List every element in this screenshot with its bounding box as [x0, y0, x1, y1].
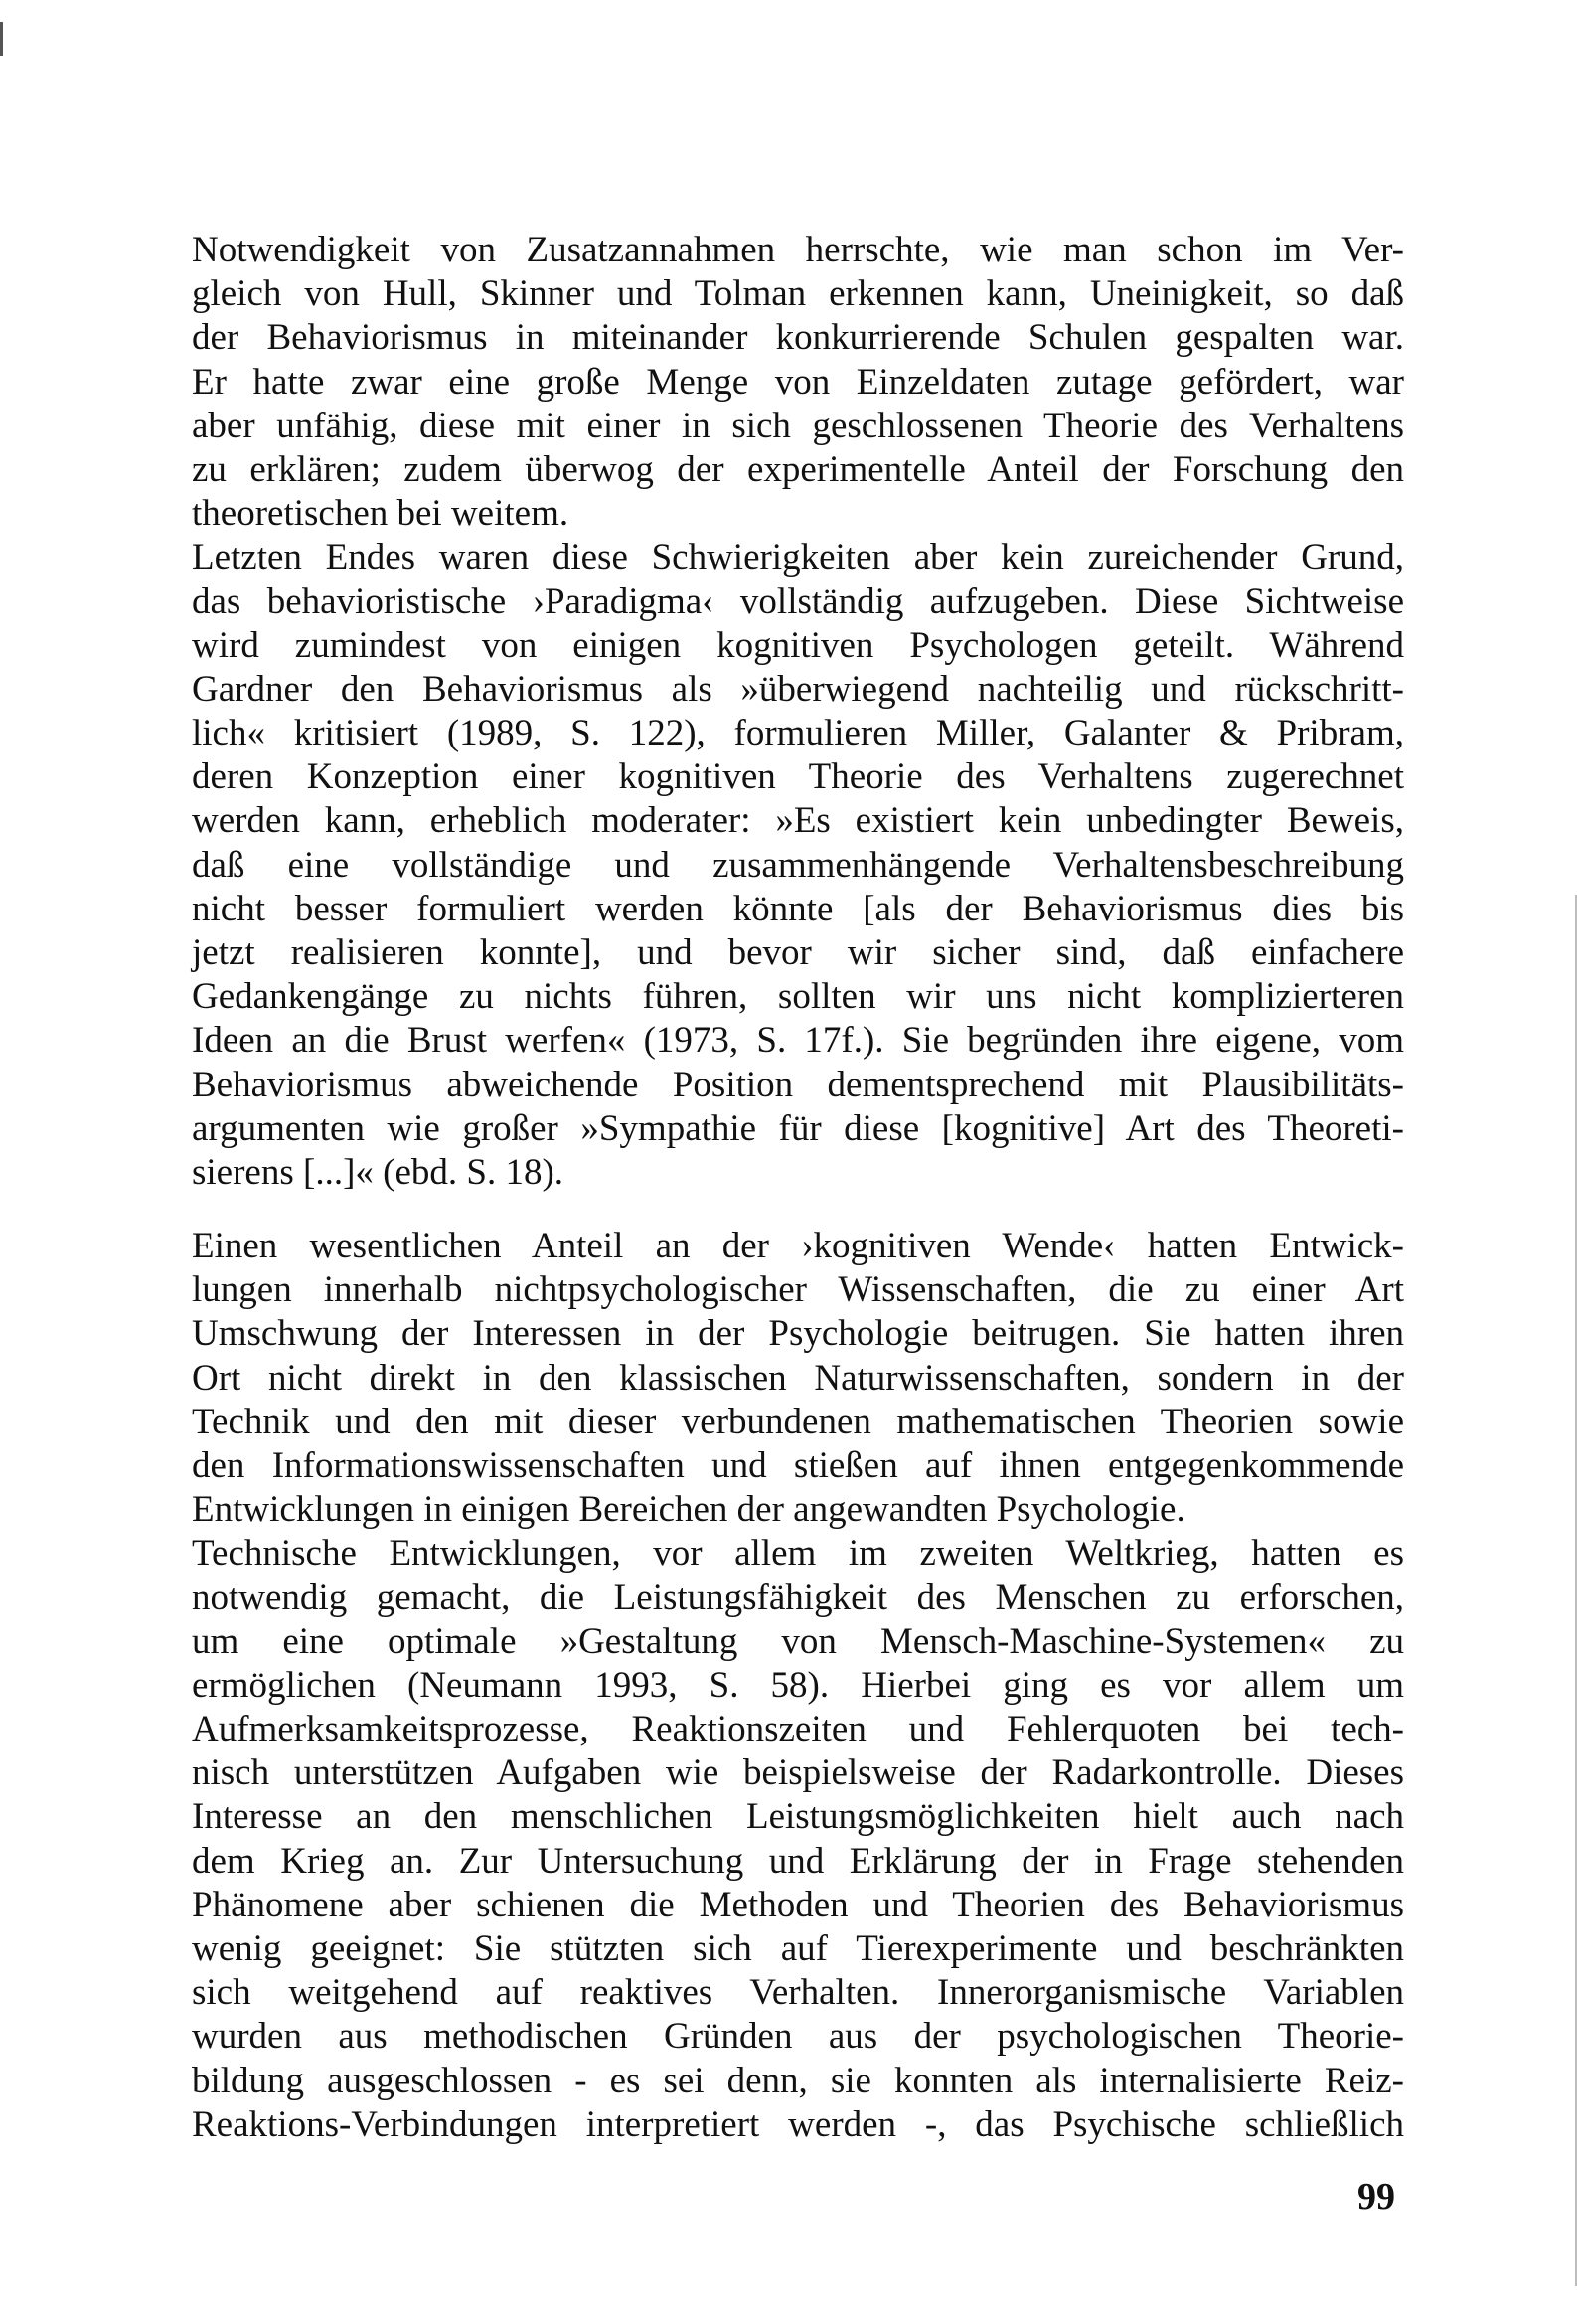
text-line: Technische Entwicklungen, vor allem im zweiten Weltkrieg, hatten es — [192, 1533, 1404, 1575]
text-line: aber unfähig, diese mit einer in sich geschlossenen Theorie des Verhaltens — [192, 405, 1404, 446]
text-line: theoretischen bei weitem. — [192, 493, 569, 535]
text-line: Notwendigkeit von Zusatzannahmen herrschte, wie man schon im Ver- — [192, 230, 1404, 270]
text-line: lungen innerhalb nichtpsychologischer Wissenschaften, die zu einer Art — [192, 1269, 1404, 1311]
text-line: wenig geeignet: Sie stützten sich auf Tierexperimente und beschränkten — [192, 1928, 1404, 1969]
text-line: dem Krieg an. Zur Untersuchung und Erklärung der in Frage stehenden — [192, 1840, 1404, 1882]
paragraph-3 — [192, 1225, 1404, 1532]
text-line: Gardner den Behaviorismus als »überwiegend nachteilig und rückschritt- — [192, 668, 1404, 710]
text-line: Er hatte zwar eine große Menge von Einzeldaten zutage gefördert, war — [192, 361, 1404, 403]
text-line: jetzt realisieren konnte], und bevor wir sicher sind, daß einfachere — [192, 932, 1404, 973]
text-line: wird zumindest von einigen kognitiven Psychologen geteilt. Während — [192, 624, 1404, 666]
text-line: Ideen an die Brust werfen« (1973, S. 17f.). Sie begründen ihre eigene, vom — [192, 1020, 1404, 1062]
text-line: das behavioristische ›Paradigma‹ vollständig aufzugeben. Diese Sichtweise — [192, 581, 1404, 622]
text-line: nisch unterstützen Aufgaben wie beispielsweise der Radarkontrolle. Dieses — [192, 1752, 1404, 1794]
text-line: bildung ausgeschlossen - es sei denn, sie konnten als internalisierte Reiz- — [192, 2060, 1404, 2101]
text-line: zu erklären; zudem überwog der experimentelle Anteil der Forschung den — [192, 448, 1404, 490]
text-line: Behaviorismus abweichende Position dementsprechend mit Plausibilitäts- — [192, 1064, 1404, 1105]
text-line: gleich von Hull, Skinner und Tolman erkennen kann, Uneinigkeit, so daß — [192, 273, 1404, 315]
text-line: Umschwung der Interessen in der Psychologie beitrugen. Sie hatten ihren — [192, 1313, 1404, 1355]
text-line: daß eine vollständige und zusammenhängende Verhaltensbeschreibung — [192, 844, 1404, 886]
text-line: lich« kritisiert (1989, S. 122), formulieren Miller, Galanter & Pribram, — [192, 713, 1404, 754]
paragraph-1 — [192, 229, 1404, 536]
text-line: argumenten wie großer »Sympathie für diese [kognitive] Art des Theoreti- — [192, 1107, 1404, 1149]
text-line: um eine optimale »Gestaltung von Mensch-Maschine-Systemen« zu — [192, 1620, 1404, 1662]
text-line: wurden aus methodischen Gründen aus der psychologischen Theorie- — [192, 2016, 1404, 2058]
text-line: ermöglichen (Neumann 1993, S. 58). Hierbei ging es vor allem um — [192, 1664, 1404, 1706]
text-block-lower — [192, 1225, 1404, 2147]
text-line: notwendig gemacht, die Leistungsfähigkeit des Menschen zu erforschen, — [192, 1577, 1404, 1618]
paragraph-2 — [192, 536, 1404, 1195]
text-line: sierens [...]« (ebd. S. 18). — [192, 1151, 564, 1193]
text-line: Reaktions-Verbindungen interpretiert werden -, das Psychische schließlich — [192, 2103, 1404, 2145]
text-line: Entwicklungen in einigen Bereichen der angewandten Psychologie. — [192, 1489, 1185, 1531]
text-line: Letzten Endes waren diese Schwierigkeiten aber kein zureichender Grund, — [192, 537, 1404, 579]
text-line: Ort nicht direkt in den klassischen Naturwissenschaften, sondern in der — [192, 1357, 1404, 1399]
scan-edge-mark — [0, 22, 3, 56]
paragraph-4 — [192, 1532, 1404, 2147]
text-line: Gedankengänge zu nichts führen, sollten wir uns nicht komplizierteren — [192, 976, 1404, 1018]
text-block-upper — [192, 229, 1404, 1195]
text-line: der Behaviorismus in miteinander konkurrierende Schulen gespalten war. — [192, 317, 1404, 359]
text-line: Interesse an den menschlichen Leistungsmöglichkeiten hielt auch nach — [192, 1796, 1404, 1838]
text-line: Phänomene aber schienen die Methoden und Theorien des Behaviorismus — [192, 1884, 1404, 1925]
text-line: den Informationswissenschaften und stießen auf ihnen entgegenkommende — [192, 1444, 1404, 1486]
text-line: deren Konzeption einer kognitiven Theorie des Verhaltens zugerechnet — [192, 756, 1404, 798]
page-number: 99 — [1357, 2176, 1395, 2218]
text-line: Aufmerksamkeitsprozesse, Reaktionszeiten und Fehlerquoten bei tech- — [192, 1709, 1404, 1750]
text-line: sich weitgehend auf reaktives Verhalten. Innerorganismische Variablen — [192, 1972, 1404, 2014]
text-line: werden kann, erheblich moderater: »Es existiert kein unbedingter Beweis, — [192, 800, 1404, 842]
text-line: nicht besser formuliert werden könnte [als der Behaviorismus dies bis — [192, 888, 1404, 929]
text-line: Technik und den mit dieser verbundenen mathematischen Theorien sowie — [192, 1401, 1404, 1442]
text-line: Einen wesentlichen Anteil an der ›kognitiven Wende‹ hatten Entwick- — [192, 1226, 1404, 1266]
